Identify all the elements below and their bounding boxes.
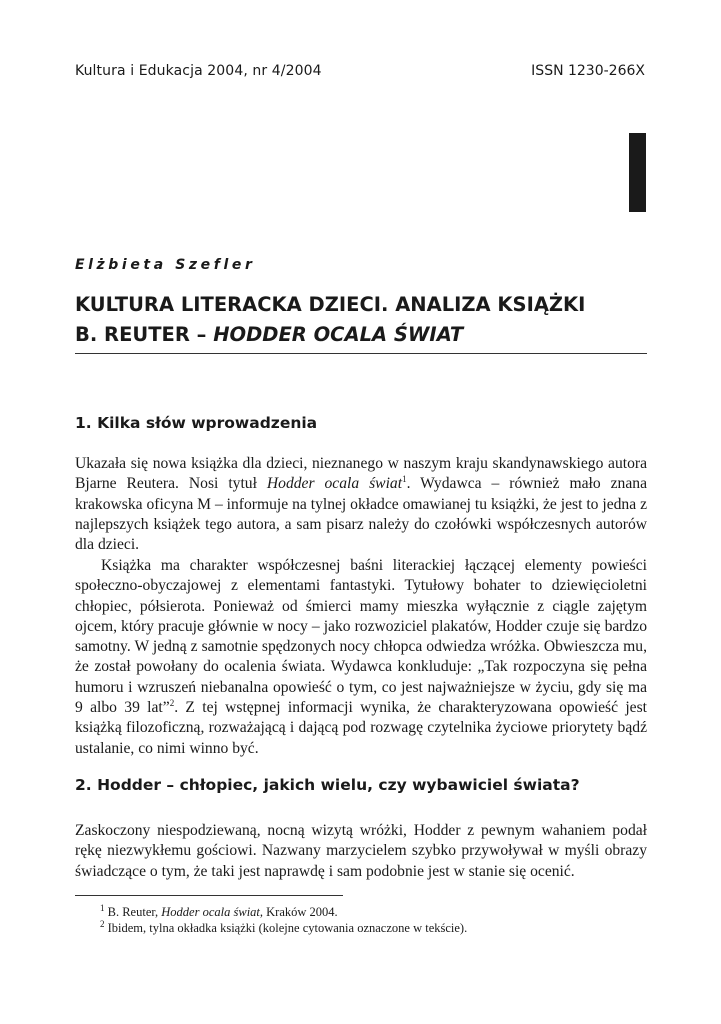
title-divider: [75, 353, 647, 354]
footnote-2: [100, 920, 467, 936]
paragraph-text: . Z tej wstępnej informacji wynika, że charakteryzowana opowieść jest książką filozoficzną, rozważającą i dającą pod rozwagę czytelnika życiowe priorytety bądź ustalanie, co nimi winno być.: [75, 699, 647, 757]
title-line-2-plain: B. REUTER –: [75, 323, 214, 346]
title-line-2: [75, 320, 647, 350]
journal-header: Kultura i Edukacja 2004, nr 4/2004: [75, 63, 322, 79]
footnote-text: Ibidem, tylna okładka książki (kolejne cytowania oznaczone w tekście).: [104, 921, 468, 935]
book-title-italic: Hodder ocala świat: [266, 475, 403, 493]
paragraph-text: . Wydawca – również mało znana krakowska oficyna M – informuje na tylnej okładce omawianej tu książki, że jest to jedna z najlepszych książek tego autora, a sam pisarz należy do czołówki współczesnych autorów dla dzieci.: [75, 475, 647, 554]
paragraph-text: Książka ma charakter współczesnej baśni literackiej łączącej elementy powieści społeczno-obyczajowej z elementami fantastyki. Tytułowy bohater to dziewięcioletni chłopiec, półsierota. Ponieważ od śmierci mamy mieszka wyłącznie z ciągle zajętym ojcem, który pracuje głównie w nocy – jako rozwoziciel plakatów, Hodder czuje się bardzo samotny. W jedną z samotnie spędzonych nocy chłopca odwiedza wróżka. Obwieszcza mu, że został powołany do ocalenia świata. Wydawca konkluduje: „Tak rozpoczyna się pełna humoru i wzruszeń niebanalna opowieść o tym, co jest najważniejsze w życiu, gdy się ma 9 albo 39 lat”: [75, 557, 647, 717]
footnote-italic: Hodder ocala świat,: [161, 905, 264, 919]
paragraph-text: Ukazała się nowa książka dla dzieci, nieznanego w naszym kraju skandynawskiego autora Bjarne Reutera. Nosi tytuł: [75, 455, 647, 493]
article-title: [75, 290, 647, 350]
footnote-number: 2: [100, 918, 105, 929]
footnote-number: 1: [100, 902, 105, 913]
issn-header: ISSN 1230-266X: [531, 63, 645, 79]
title-line-2-italic: HODDER OCALA ŚWIAT: [213, 323, 464, 346]
section-2-heading: 2. Hodder – chłopiec, jakich wielu, czy wybawiciel świata?: [75, 776, 580, 794]
footnote-text: Kraków 2004.: [263, 905, 338, 919]
footnote-ref-2[interactable]: 2: [169, 697, 175, 708]
section-1-heading: 1. Kilka słów wprowadzenia: [75, 414, 318, 432]
section-marker-bar: [629, 133, 646, 212]
footnote-ref-1[interactable]: 1: [402, 474, 407, 485]
footnote-1: [100, 904, 338, 920]
section-2-paragraph-1: Zaskoczony niespodziewaną, nocną wizytą wróżki, Hodder z pewnym wahaniem podał rękę niezwykłemu gościowi. Nazwany marzycielem szybko przywoływał w myśli obrazy świadczące o tym, że taki jest naprawdę i sam podobnie jest w stanie się ocenić.: [75, 822, 647, 880]
footnote-text: B. Reuter,: [104, 905, 162, 919]
author-name: Elżbieta Szefler: [75, 257, 256, 273]
section-1-paragraph-1: [75, 454, 647, 555]
footnote-divider: [75, 895, 343, 896]
title-line-1: KULTURA LITERACKA DZIECI. ANALIZA KSIĄŻKI: [75, 293, 586, 316]
section-1-paragraph-2: [75, 556, 647, 759]
